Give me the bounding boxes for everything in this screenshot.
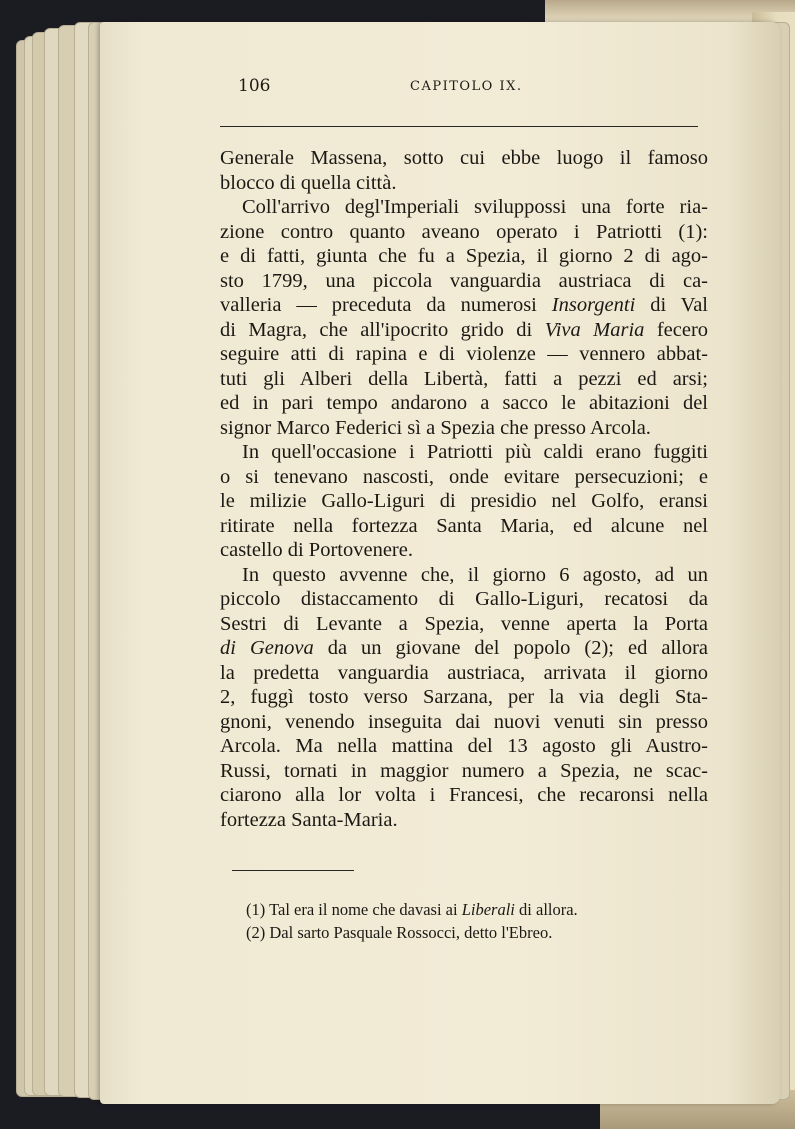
footnote-mark: (1)	[246, 900, 266, 919]
text-line: e di fatti, giunta che fu a Spezia, il giorno 2 di ago-	[220, 245, 708, 267]
page-number: 106	[238, 76, 271, 96]
text-line: piccolo distaccamento di Gallo-Liguri, recatosi da	[220, 588, 708, 610]
italic-term: Viva Maria	[544, 318, 645, 341]
footnote-2	[246, 921, 686, 944]
chapter-title: CAPITOLO IX.	[410, 79, 523, 94]
text-line-mixed	[220, 293, 708, 318]
text-line: le milizie Gallo-Liguri di presidio nel Golfo, eransi	[220, 490, 708, 512]
text-line: ciarono alla lor volta i Francesi, che recaronsi nella	[220, 784, 708, 806]
text-line: Coll'arrivo degl'Imperiali sviluppossi una forte ria-	[242, 196, 708, 218]
text-line: 2, fuggì tosto verso Sarzana, per la via degli Sta-	[220, 686, 708, 708]
text-line: sto 1799, una piccola vanguardia austriaca di ca-	[220, 269, 708, 292]
text-line: castello di Portovenere.	[220, 539, 413, 561]
text-line: gnoni, venendo inseguita dai nuovi venuti sin presso	[220, 710, 708, 733]
text-segment: di Magra, che all'ipocrito grido di	[220, 318, 533, 341]
text-line: Arcola. Ma nella mattina del 13 agosto gli Austro-	[220, 735, 708, 757]
main-text	[220, 146, 708, 832]
text-line: zione contro quanto aveano operato i Patriotti (1):	[220, 220, 708, 243]
text-line: fortezza Santa-Maria.	[220, 808, 398, 831]
text-line: In questo avvenne che, il giorno 6 agosto, ad un	[242, 563, 708, 586]
footnotes	[246, 898, 686, 944]
italic-term: Insorgenti	[551, 294, 636, 316]
footnote-text: Dal sarto Pasquale Rossocci, detto l'Ebreo.	[269, 923, 553, 942]
text-line: In quell'occasione i Patriotti più caldi erano fuggiti	[242, 441, 708, 463]
italic-term: Liberali	[461, 900, 515, 919]
text-line: signor Marco Federici sì a Spezia che presso Arcola.	[220, 416, 651, 439]
italic-term: di Genova	[220, 637, 314, 659]
text-line: tuti gli Alberi della Libertà, fatti a pezzi ed arsi;	[220, 367, 708, 390]
text-segment: di Val	[650, 294, 709, 316]
text-line: o si tenevano nascosti, onde evitare persecuzioni; e	[220, 465, 708, 488]
footnote-mark: (2)	[246, 923, 266, 942]
text-line: Russi, tornati in maggior numero a Spezia, ne scac-	[220, 759, 708, 782]
text-line: Generale Massena, sotto cui ebbe luogo il famoso	[220, 147, 708, 169]
text-line: seguire atti di rapina e di violenze — vennero abbat-	[220, 343, 708, 365]
text-line-mixed	[220, 318, 708, 343]
text-segment: fecero	[656, 318, 709, 341]
text-line: blocco di quella città.	[220, 171, 397, 194]
footnote-rule	[232, 870, 354, 871]
header-rule	[220, 126, 698, 127]
text-line: ed in pari tempo andarono a sacco le abitazioni del	[220, 392, 708, 414]
text-segment: valleria — preceduta da numerosi	[220, 294, 537, 316]
footnote-1	[246, 898, 686, 921]
footnote-text: di allora.	[519, 900, 578, 919]
text-segment: da un giovane del popolo (2); ed allora	[327, 637, 708, 659]
text-line: Sestri di Levante a Spezia, venne aperta la Porta	[220, 612, 708, 635]
text-line: la predetta vanguardia austriaca, arrivata il giorno	[220, 661, 708, 684]
running-header	[122, 74, 700, 104]
text-line-mixed	[220, 636, 708, 661]
footnote-text: Tal era il nome che davasi ai	[269, 900, 458, 919]
text-line: ritirate nella fortezza Santa Maria, ed alcune nel	[220, 514, 708, 537]
